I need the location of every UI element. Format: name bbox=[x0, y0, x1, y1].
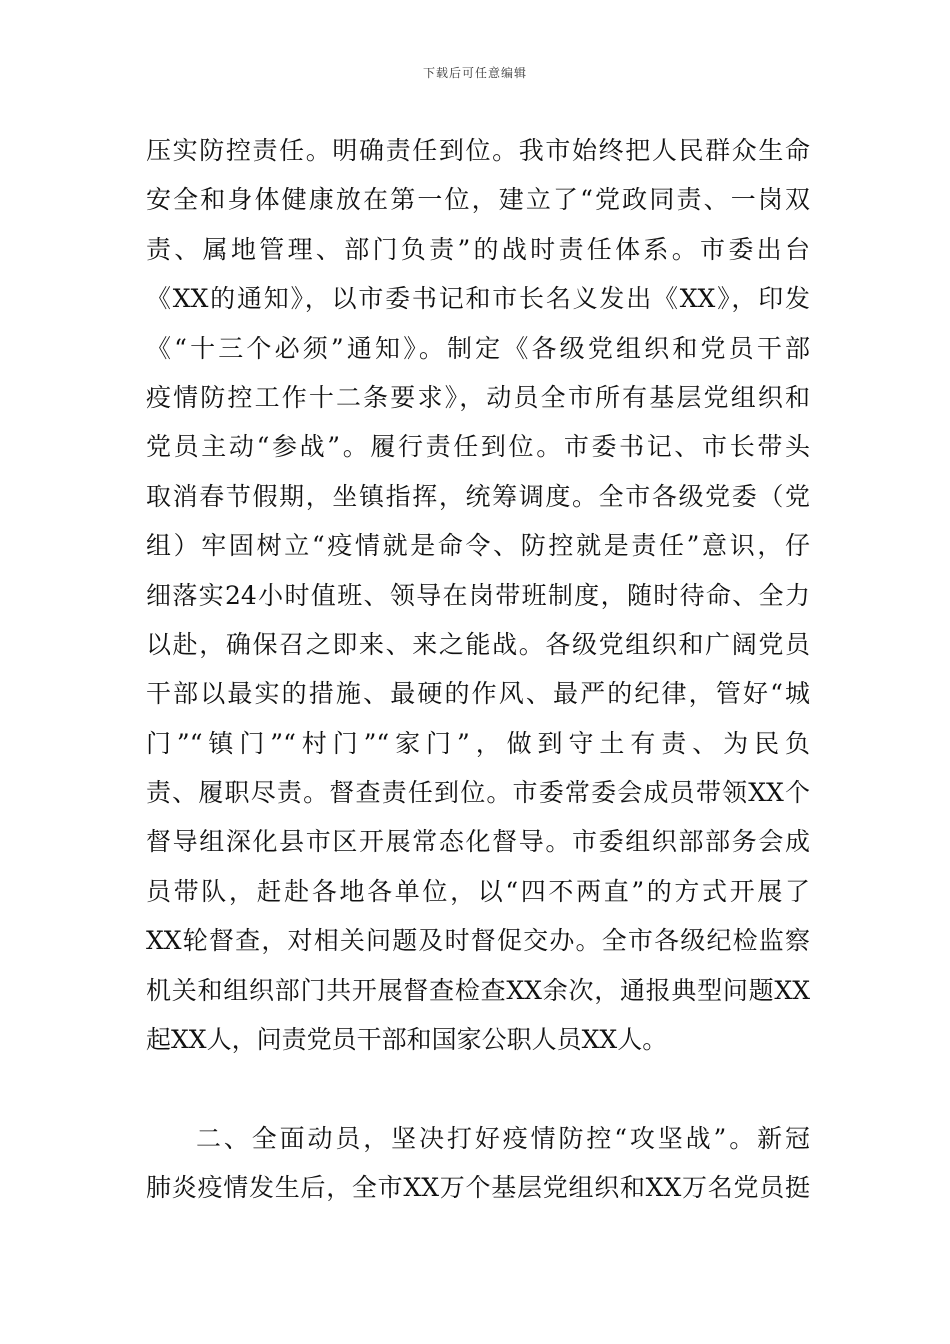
text-line: 疫情防控工作十二条要求》，动员全市所有基层党组织和 bbox=[146, 382, 810, 412]
paragraph-2 bbox=[146, 1114, 810, 1213]
paragraph-1 bbox=[146, 126, 810, 1064]
document-body bbox=[146, 126, 810, 1213]
text-line: 门”“镇门”“村门”“家门”，做到守土有责、为民负 bbox=[146, 728, 810, 758]
text-line: 取消春节假期，坐镇指挥，统筹调度。全市各级党委（党 bbox=[146, 481, 810, 511]
text-line: 机关和组织部门共开展督查检查XX余次，通报典型问题XX bbox=[146, 975, 810, 1005]
text-line: 《XX的通知》，以市委书记和市长名义发出《XX》，印发 bbox=[146, 284, 810, 314]
text-line: 以赴，确保召之即来、来之能战。各级党组织和广阔党员 bbox=[146, 629, 810, 659]
text-line: 二、全面动员，坚决打好疫情防控“攻坚战”。新冠 bbox=[196, 1123, 810, 1153]
text-line: 党员主动“参战”。履行责任到位。市委书记、市长带头 bbox=[146, 432, 810, 462]
text-line: 安全和身体健康放在第一位，建立了“党政同责、一岗双 bbox=[146, 185, 810, 215]
text-line: 组）牢固树立“疫情就是命令、防控就是责任”意识，仔 bbox=[146, 531, 810, 561]
text-line: 干部以最实的措施、最硬的作风、最严的纪律，管好“城 bbox=[146, 679, 810, 709]
text-line: 责、属地管理、部门负责”的战时责任体系。市委出台 bbox=[146, 234, 810, 264]
text-line: 细落实24小时值班、领导在岗带班制度，随时待命、全力 bbox=[146, 580, 810, 610]
text-line: 压实防控责任。明确责任到位。我市始终把人民群众生命 bbox=[146, 136, 810, 165]
text-line: 督导组深化县市区开展常态化督导。市委组织部部务会成 bbox=[146, 827, 810, 857]
text-line: 《“十三个必须”通知》。制定《各级党组织和党员干部 bbox=[146, 333, 810, 363]
text-line: 责、履职尽责。督查责任到位。市委常委会成员带领XX个 bbox=[146, 778, 810, 808]
text-line: 起XX人，问责党员干部和国家公职人员XX人。 bbox=[146, 1025, 668, 1055]
text-line: XX轮督查，对相关问题及时督促交办。全市各级纪检监察 bbox=[146, 926, 810, 956]
paragraph-spacer bbox=[146, 1064, 810, 1113]
text-line: 员带队，赶赴各地各单位，以“四不两直”的方式开展了 bbox=[146, 876, 810, 906]
page-header: 下载后可任意编辑 bbox=[422, 66, 527, 80]
text-line: 肺炎疫情发生后，全市XX万个基层党组织和XX万名党员挺 bbox=[146, 1173, 810, 1203]
